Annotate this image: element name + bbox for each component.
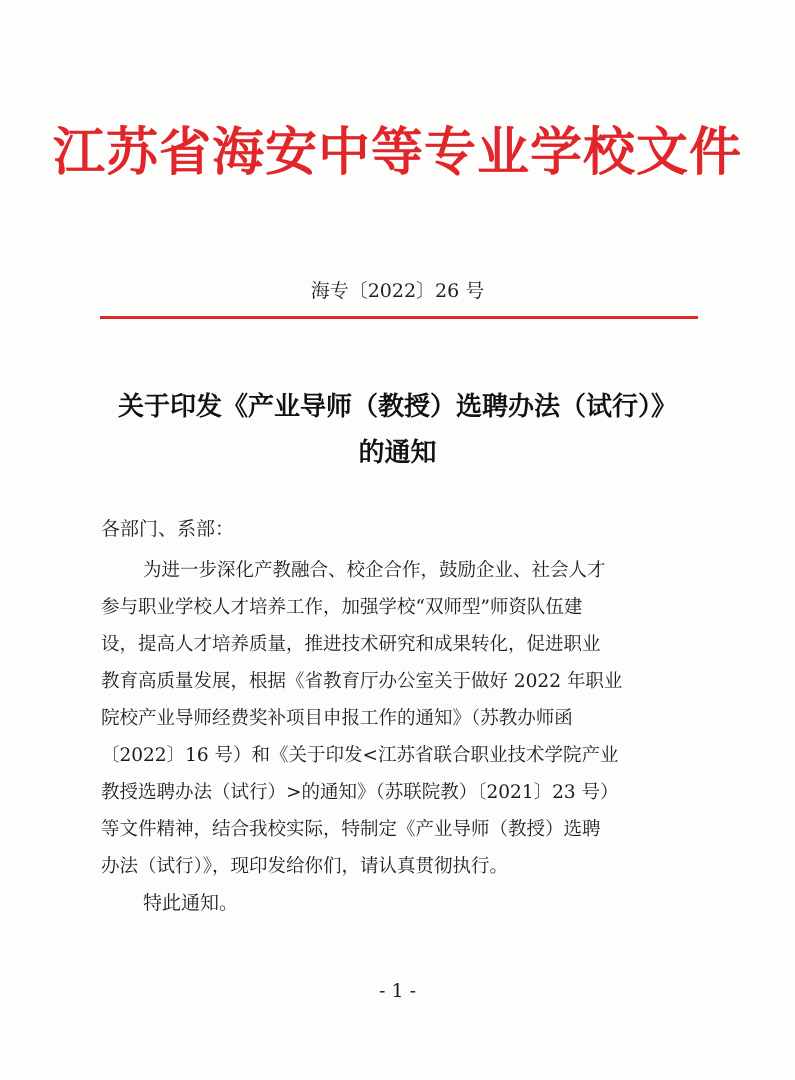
- notice-title-line-1: 关于印发《产业导师（教授）选聘办法（试行）》: [117, 392, 677, 422]
- body-line: 教育高质量发展，根据《省教育厅办公室关于做好 2022 年职业: [101, 671, 623, 692]
- document-number: 海专〔2022〕26 号: [310, 280, 485, 302]
- body-line: 设，提高人才培养质量，推进技术研究和成果转化，促进职业: [101, 634, 601, 655]
- body-line: 参与职业学校人才培养工作，加强学校“双师型”师资队伍建: [101, 597, 583, 618]
- body-line: 教授选聘办法（试行）>的通知》（苏联院教）〔2021〕23 号）: [101, 782, 619, 803]
- body-line: 〔2022〕16 号）和《关于印发<江苏省联合职业技术学院产业: [101, 745, 619, 766]
- closing-text: 特此通知。: [143, 892, 239, 914]
- salutation: 各部门、系部：: [101, 518, 235, 540]
- body-line: 等文件精神，结合我校实际，特制定《产业导师（教授）选聘: [101, 819, 601, 840]
- notice-title: [0, 384, 795, 476]
- body-line: 办法（试行）》，现印发给你们，请认真贯彻执行。: [101, 856, 509, 877]
- body-line: 为进一步深化产教融合、校企合作，鼓励企业、社会人才: [143, 560, 606, 581]
- notice-title-line-2: 的通知: [358, 438, 437, 468]
- body-paragraph: [101, 552, 693, 885]
- page-number: - 1 -: [378, 980, 416, 1002]
- red-separator-line: [100, 316, 698, 319]
- issuer-header-title: 江苏省海安中等专业学校文件: [52, 123, 742, 183]
- body-line: 院校产业导师经费奖补项目申报工作的通知》（苏教办师函: [101, 708, 573, 729]
